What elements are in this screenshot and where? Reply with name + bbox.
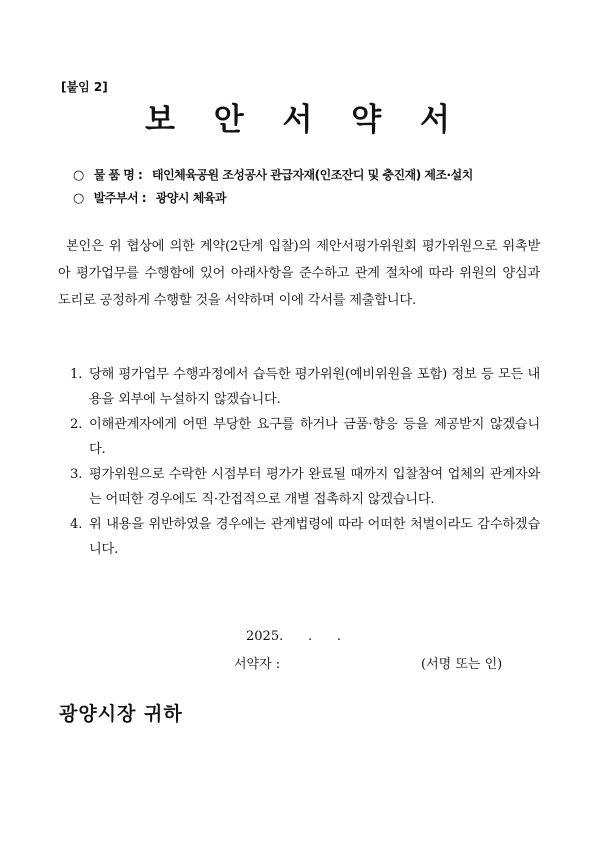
pledge-text: 이해관계자에게 어떤 부당한 요구를 하거나 금품·향응 등을 제공받지 않겠습니다.: [89, 417, 540, 457]
document-title: 보 안 서 약 서: [145, 102, 464, 138]
circle-bullet-icon: ○: [73, 168, 84, 183]
date-line: 2025. . .: [246, 629, 342, 644]
signer-label: 서약자 :: [234, 657, 281, 672]
department-row: [73, 189, 226, 206]
pledge-item: [70, 462, 540, 512]
pledge-list: [70, 362, 540, 562]
circle-bullet-icon: ○: [73, 191, 84, 206]
department-value: 광양시 체육과: [155, 191, 226, 205]
intro-text: 본인은 위 협상에 의한 계약(2단계 입찰)의 제안서평가위원회 평가위원으로 위촉받아 평가업무를 수행함에 있어 아래사항을 준수하고 관계 절차에 따라 위원의 양심과 도리로 공정하게 수행할 것을 서약하며 이에 각서를 제출합니다.: [58, 239, 540, 308]
pledge-number: 3.: [70, 467, 83, 482]
pledge-number: 4.: [70, 517, 83, 532]
pledge-item: [70, 512, 540, 562]
item-name-value: 태인체육공원 조성공사 관급자재(인조잔디 및 충진재) 제조·설치: [151, 168, 473, 182]
item-name-row: [73, 166, 473, 183]
signature-line: [234, 653, 524, 672]
item-name-label: 물 품 명 :: [93, 168, 143, 182]
pledge-number: 2.: [70, 417, 83, 432]
department-label: 발주부서 :: [93, 191, 147, 205]
pledge-text: 평가위원으로 수락한 시점부터 평가가 완료될 때까지 입찰참여 업체의 관계자와는 어떠한 경우에도 직·간접적으로 개별 접촉하지 않겠습니다.: [89, 467, 540, 507]
intro-paragraph: [58, 233, 540, 314]
pledge-item: [70, 362, 540, 412]
pledge-text: 당해 평가업무 수행과정에서 습득한 평가위원(예비위원을 포함) 정보 등 모든 내용을 외부에 누설하지 않겠습니다.: [89, 367, 540, 407]
attachment-label: [붙임 2]: [61, 80, 108, 94]
pledge-item: [70, 412, 540, 462]
signature-note: (서명 또는 인): [421, 657, 503, 672]
pledge-text: 위 내용을 위반하였을 경우에는 관계법령에 따라 어떠한 처벌이라도 감수하겠습니다.: [89, 517, 540, 557]
addressee: 광양시장 귀하: [59, 703, 183, 725]
pledge-number: 1.: [70, 367, 83, 382]
